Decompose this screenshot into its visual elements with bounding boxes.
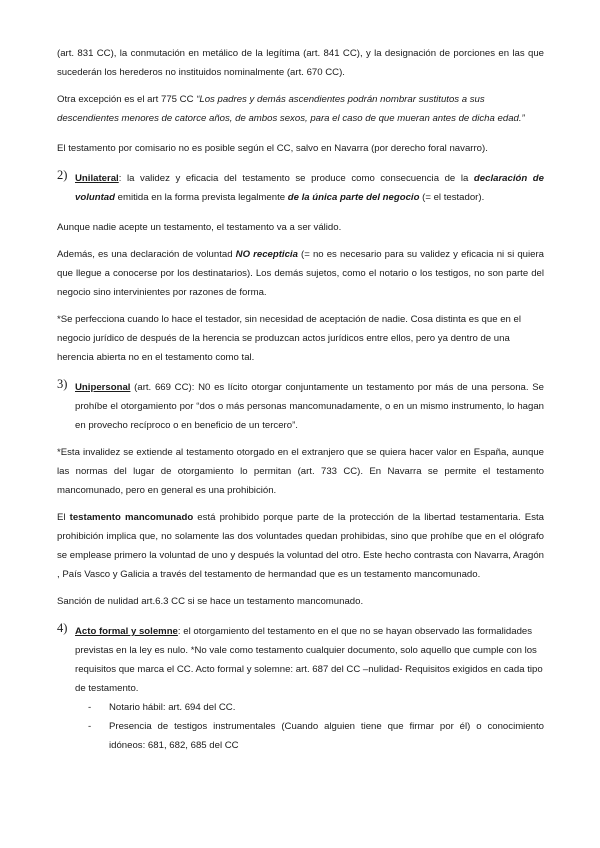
unilateral-emphasis-2: de la única parte del negocio — [287, 192, 420, 203]
section-number: 4) — [57, 621, 68, 635]
recepticia-emphasis: NO recepticia — [235, 249, 298, 260]
unilateral-text — [75, 169, 544, 207]
art-775-lead: Otra excepción es el art 775 CC — [57, 94, 197, 105]
list-item-text: Presencia de testigos instrumentales (Cuando alguien tiene que firmar por él) o conocimiento idóneos: 681, 682, 685 del CC — [109, 721, 544, 751]
paragraph-mancomunado — [57, 508, 544, 584]
document-page — [57, 44, 544, 755]
list-item — [88, 698, 544, 717]
unilateral-text-1: : la validez y eficacia del testamento se produce como consecuencia de la — [118, 173, 474, 184]
section-acto-formal — [57, 622, 544, 755]
unipersonal-text — [75, 378, 544, 435]
mancomunado-text-1: El — [57, 512, 70, 523]
paragraph-recepticia — [57, 245, 544, 302]
dash-marker: - — [88, 721, 92, 732]
paragraph-invalidez: *Esta invalidez se extiende al testamento otorgado en el extranjero que se quiera hacer valor en España, aunque las normas del lugar de otorgamiento lo permitan (art. 733 CC). En Navarra se permite el testamento mancomunado, pero en general es una prohibición. — [57, 447, 544, 496]
unipersonal-title: Unipersonal — [75, 382, 131, 393]
art-775-quote: “Los padres y demás ascendientes podrán nombrar sustitutos a sus descendientes menores de catorce años, de ambos sexos, para el caso de que mueran antes de dicha edad.” — [57, 94, 525, 124]
dash-marker: - — [88, 702, 92, 713]
unilateral-title: Unilateral — [75, 173, 119, 184]
section-number: 3) — [57, 377, 68, 391]
unipersonal-text-1: (art. 669 CC): N0 es lícito otorgar conjuntamente un testamento por más de una persona. Se prohíbe el otorgamiento por “dos o más personas mancomunadamente, o en un mismo instrumento, lo hagan en provecho recíproco o en beneficio de un tercero”. — [75, 382, 544, 431]
section-unilateral — [57, 169, 544, 207]
unilateral-emphasis-1: declaración de voluntad — [75, 173, 545, 203]
recepticia-text-2: (= no es necesario para su validez y eficacia ni si quiera que llegue a conocerse por los destinatarios). Los demás sujetos, como el notario o los testigos, no son parte del negocio sino intervinientes por razones de forma. — [57, 249, 544, 298]
requirements-list — [75, 698, 544, 755]
mancomunado-text-2: está prohibido porque parte de la protección de la libertad testamentaria. Esta prohibición implica que, no solamente las dos voluntades quedan prohibidas, sino que prohíbe que en el ológrafo se emplease primero la voluntad de uno y después la voluntad del otro. Este hecho contrasta con Navarra, Aragón , País Vasco y Galicia a través del testamento de hermandad que es un testamento mancomunado. — [57, 512, 544, 580]
list-item — [88, 717, 544, 755]
acto-formal-text — [75, 622, 544, 698]
acto-formal-text-1: : el otorgamiento del testamento en el que no se hayan observado las formalidades previstas en la ley es nulo. *No vale como testamento cualquier documento, solo aquello que cumple con los requisitos que marca el CC. Acto formal y solemne: art. 687 del CC –nulidad- Requisitos exigidos en cada tipo de testamento. — [75, 626, 543, 694]
paragraph-comisario: El testamento por comisario no es posible según el CC, salvo en Navarra (por derecho foral navarro). — [57, 143, 488, 154]
unilateral-text-2: emitida en la forma prevista legalmente — [114, 192, 288, 203]
paragraph-nulidad: Sanción de nulidad art.6.3 CC si se hace un testamento mancomunado. — [57, 596, 364, 607]
mancomunado-emphasis: testamento mancomunado — [69, 512, 194, 523]
paragraph-art-775 — [57, 90, 544, 128]
list-item-text: Notario hábil: art. 694 del CC. — [109, 702, 236, 713]
unilateral-text-3: (= el testador). — [419, 192, 485, 203]
paragraph-legitima: (art. 831 CC), la conmutación en metálico de la legítima (art. 841 CC), y la designación de porciones en las que sucederán los herederos no instituidos nominalmente (art. 670 CC). — [57, 48, 544, 78]
paragraph-perfecciona: *Se perfecciona cuando lo hace el testador, sin necesidad de aceptación de nadie. Cosa distinta es que en el negocio jurídico de después de la herencia se produzcan actos jurídicos entre ellos, pero ya dentro de una herencia abierta no en el testamento como tal. — [57, 314, 522, 363]
paragraph-aunque: Aunque nadie acepte un testamento, el testamento va a ser válido. — [57, 222, 342, 233]
recepticia-text-1: Además, es una declaración de voluntad — [57, 249, 236, 260]
acto-formal-title: Acto formal y solemne — [75, 626, 178, 637]
section-unipersonal — [57, 378, 544, 435]
section-number: 2) — [57, 168, 68, 182]
